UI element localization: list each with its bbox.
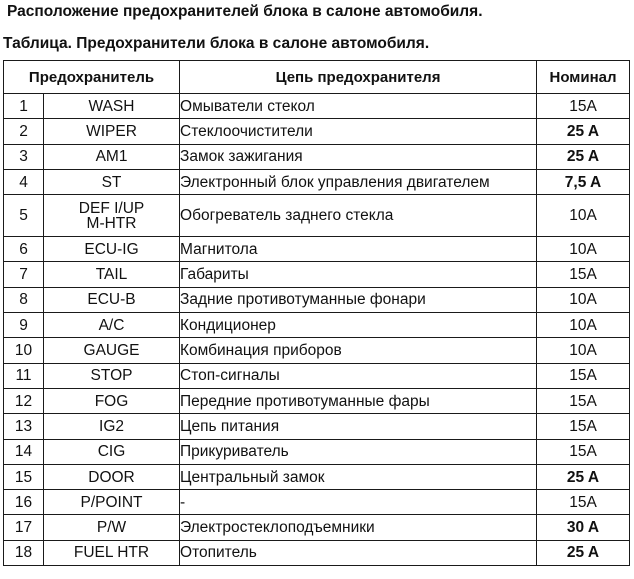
fuse-code: DOOR — [44, 464, 180, 489]
fuse-circuit: Магнитола — [180, 237, 537, 262]
fuse-rating: 10A — [537, 287, 630, 312]
fuse-rating: 15A — [537, 388, 630, 413]
fuse-rating: 30 A — [537, 515, 630, 540]
fuse-code: P/W — [44, 515, 180, 540]
fuse-number: 2 — [4, 119, 44, 144]
fuse-code: CIG — [44, 439, 180, 464]
table-row — [4, 414, 630, 439]
fuse-rating: 25 A — [537, 540, 630, 565]
fuse-code: WASH — [44, 94, 180, 119]
fuse-number: 17 — [4, 515, 44, 540]
fuse-circuit: - — [180, 490, 537, 515]
fuse-number: 16 — [4, 490, 44, 515]
fuse-code: FUEL HTR — [44, 540, 180, 565]
fuse-number: 7 — [4, 262, 44, 287]
fuse-rating: 15A — [537, 414, 630, 439]
table-row — [4, 94, 630, 119]
page-heading: Расположение предохранителей блока в салоне автомобиля. — [7, 3, 483, 20]
table-row — [4, 338, 630, 363]
fuse-code-line: M-HTR — [86, 214, 137, 232]
fuse-code-stack — [79, 201, 144, 231]
column-header-rating: Номинал — [537, 61, 630, 94]
fuse-code: IG2 — [44, 414, 180, 439]
table-row — [4, 388, 630, 413]
fuse-rating: 10A — [537, 338, 630, 363]
fuse-code: A/C — [44, 313, 180, 338]
table-row — [4, 169, 630, 194]
table-row — [4, 195, 630, 237]
fuse-circuit: Цепь питания — [180, 414, 537, 439]
fuse-number: 9 — [4, 313, 44, 338]
fuse-circuit: Отопитель — [180, 540, 537, 565]
fuse-code: GAUGE — [44, 338, 180, 363]
fuse-circuit: Замок зажигания — [180, 144, 537, 169]
fuse-circuit: Обогреватель заднего стекла — [180, 195, 537, 237]
fuse-rating: 15A — [537, 94, 630, 119]
fuse-circuit: Стеклоочистители — [180, 119, 537, 144]
fuse-code: STOP — [44, 363, 180, 388]
table-row — [4, 490, 630, 515]
fuse-rating: 10A — [537, 195, 630, 237]
fuse-rating: 25 A — [537, 119, 630, 144]
table-row — [4, 363, 630, 388]
fuse-number: 18 — [4, 540, 44, 565]
fuse-number: 10 — [4, 338, 44, 363]
fuse-rating: 15A — [537, 262, 630, 287]
fuse-circuit: Передние противотуманные фары — [180, 388, 537, 413]
fuse-code: ST — [44, 169, 180, 194]
table-title: Таблица. Предохранители блока в салоне автомобиля. — [3, 35, 430, 52]
fuse-code: ECU-IG — [44, 237, 180, 262]
table-row — [4, 439, 630, 464]
fuse-number: 15 — [4, 464, 44, 489]
table-row — [4, 540, 630, 565]
fuse-circuit: Прикуриватель — [180, 439, 537, 464]
fuse-code — [44, 195, 180, 237]
fuse-circuit: Центральный замок — [180, 464, 537, 489]
table-row — [4, 144, 630, 169]
fuse-table-body — [4, 94, 630, 566]
fuse-number: 5 — [4, 195, 44, 237]
fuse-code: P/POINT — [44, 490, 180, 515]
fuse-number: 3 — [4, 144, 44, 169]
fuse-number: 6 — [4, 237, 44, 262]
table-header-row — [4, 61, 630, 94]
fuse-number: 12 — [4, 388, 44, 413]
table-row — [4, 119, 630, 144]
fuse-rating: 15A — [537, 363, 630, 388]
fuse-number: 11 — [4, 363, 44, 388]
fuse-circuit: Кондиционер — [180, 313, 537, 338]
fuse-circuit: Задние противотуманные фонари — [180, 287, 537, 312]
column-header-fuse: Предохранитель — [4, 61, 180, 94]
fuse-rating: 15A — [537, 490, 630, 515]
fuse-rating: 10A — [537, 313, 630, 338]
fuse-number: 13 — [4, 414, 44, 439]
fuse-rating: 7,5 A — [537, 169, 630, 194]
fuse-code: WIPER — [44, 119, 180, 144]
fuse-circuit: Комбинация приборов — [180, 338, 537, 363]
fuse-circuit: Электронный блок управления двигателем — [180, 169, 537, 194]
table-row — [4, 313, 630, 338]
table-row — [4, 515, 630, 540]
fuse-number: 14 — [4, 439, 44, 464]
fuse-code: ECU-B — [44, 287, 180, 312]
fuse-circuit: Омыватели стекол — [180, 94, 537, 119]
fuse-number: 4 — [4, 169, 44, 194]
fuse-code-line: DEF I/UP — [78, 199, 145, 217]
fuse-rating: 25 A — [537, 464, 630, 489]
fuse-circuit: Стоп-сигналы — [180, 363, 537, 388]
fuse-rating: 25 A — [537, 144, 630, 169]
fuse-code: AM1 — [44, 144, 180, 169]
fuse-table — [3, 60, 630, 566]
table-row — [4, 262, 630, 287]
column-header-circuit: Цепь предохранителя — [180, 61, 537, 94]
table-row — [4, 464, 630, 489]
table-row — [4, 237, 630, 262]
fuse-circuit: Габариты — [180, 262, 537, 287]
fuse-circuit: Электростеклоподъемники — [180, 515, 537, 540]
table-row — [4, 287, 630, 312]
fuse-rating: 15A — [537, 439, 630, 464]
fuse-rating: 10A — [537, 237, 630, 262]
fuse-code: FOG — [44, 388, 180, 413]
fuse-number: 1 — [4, 94, 44, 119]
fuse-number: 8 — [4, 287, 44, 312]
fuse-code: TAIL — [44, 262, 180, 287]
